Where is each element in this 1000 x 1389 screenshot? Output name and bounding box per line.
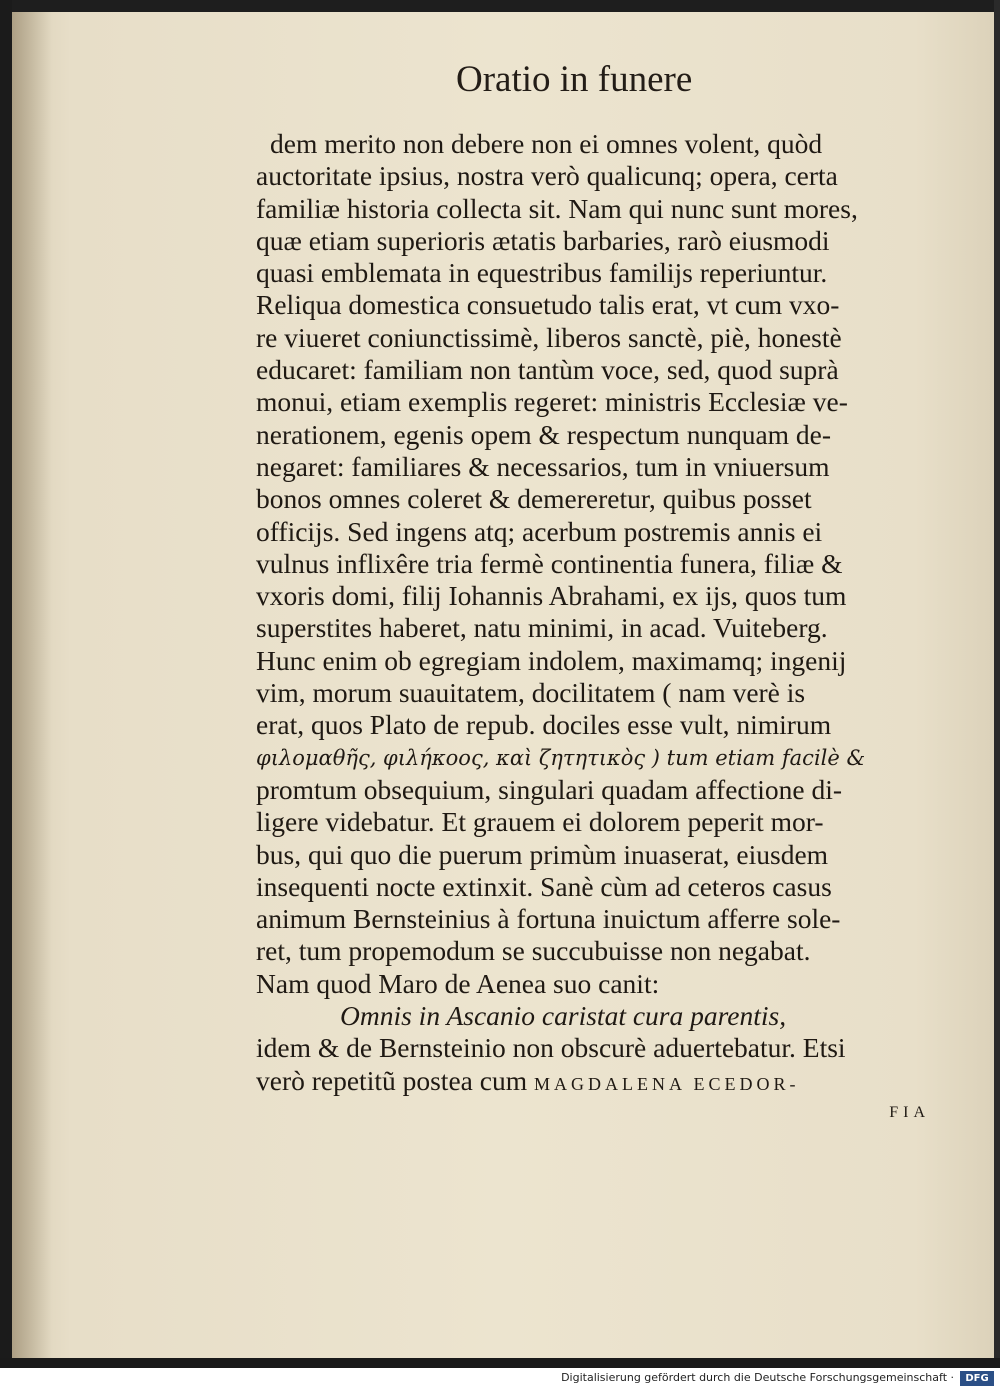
text-line: auctoritate ipsius, nostra verò qualicunq; opera, certa xyxy=(256,160,838,192)
text-line: Hunc enim ob egregiam indolem, maximamq; ingenij xyxy=(256,644,847,676)
name-small-caps: MAGDALENA ECEDOR- xyxy=(533,1073,800,1094)
text-line-with-name xyxy=(256,1065,936,1097)
text-line: familiæ historia collecta sit. Nam qui nunc sunt mores, xyxy=(256,192,858,224)
text-line: re viueret coniunctissimè, liberos sanctè, piè, honestè xyxy=(256,321,842,353)
text-line: quasi emblemata in equestribus familijs reperiuntur. xyxy=(256,257,828,289)
text-line: educaret: familiam non tantùm voce, sed, quod suprà xyxy=(256,354,839,386)
text-line: superstites haberet, natu minimi, in acad. Vuiteberg. xyxy=(256,612,828,644)
dfg-logo: DFG xyxy=(960,1371,994,1386)
scan-border-left xyxy=(0,0,12,1368)
catchword: FIA xyxy=(889,1103,930,1121)
text-line: ligere videbatur. Et grauem ei dolorem peperit mor- xyxy=(256,806,824,838)
text-line-start: verò repetitũ postea cum xyxy=(256,1064,528,1096)
digitization-footer xyxy=(0,1368,1000,1389)
text-line: vulnus inflixêre tria fermè continentia funera, filiæ & xyxy=(256,547,843,579)
text-line: officijs. Sed ingens atq; acerbum postremis annis ei xyxy=(256,515,823,547)
text-line: quæ etiam superioris ætatis barbaries, rarò eiusmodi xyxy=(256,224,830,256)
text-line: monui, etiam exemplis regeret: ministris Ecclesiæ ve- xyxy=(256,386,848,418)
body-text xyxy=(256,128,936,1129)
text-line: bus, qui quo die puerum primùm inuaserat, eiusdem xyxy=(256,838,829,870)
text-line: Nam quod Maro de Aenea suo canit: xyxy=(256,967,660,999)
text-line: negaret: familiares & necessarios, tum in vniuersum xyxy=(256,450,830,482)
text-line: ret, tum propemodum se succubuisse non negabat. xyxy=(256,935,811,967)
text-line: insequenti nocte extinxit. Sanè cùm ad ceteros casus xyxy=(256,870,832,902)
text-line: erat, quos Plato de repub. dociles esse vult, nimirum xyxy=(256,709,832,741)
text-line: nerationem, egenis opem & respectum nunquam de- xyxy=(256,418,832,450)
text-line: vxoris domi, filij Iohannis Abrahami, ex ijs, quos tum xyxy=(256,580,847,612)
text-line: idem & de Bernsteinio non obscurè aduertebatur. Etsi xyxy=(256,1032,846,1064)
running-header: Oratio in funere xyxy=(456,59,693,100)
text-line: dem merito non debere non ei omnes volent, quòd xyxy=(270,128,823,159)
greek-text-line: φιλομαθῆς, φιλήκοος, καὶ ζητητικὸς ) tum etiam facilè & xyxy=(256,745,866,770)
scan-border-right xyxy=(994,0,1000,1368)
page-gutter-shadow xyxy=(12,12,52,1358)
text-line: bonos omnes coleret & demereretur, quibus posset xyxy=(256,483,812,515)
text-line: vim, morum suauitatem, docilitatem ( nam verè is xyxy=(256,677,806,709)
text-line: Reliqua domestica consuetudo talis erat, vt cum vxo- xyxy=(256,289,840,321)
scan-border-top xyxy=(0,0,1000,12)
text-line: animum Bernsteinius à fortuna inuictum afferre sole- xyxy=(256,903,841,935)
funding-credit: Digitalisierung gefördert durch die Deutsche Forschungsgemeinschaft · xyxy=(561,1371,954,1384)
verse-quotation: Omnis in Ascanio caristat cura parentis, xyxy=(340,1000,787,1032)
scan-border-bottom xyxy=(0,1358,1000,1368)
text-line: promtum obsequium, singulari quadam affectione di- xyxy=(256,773,843,805)
